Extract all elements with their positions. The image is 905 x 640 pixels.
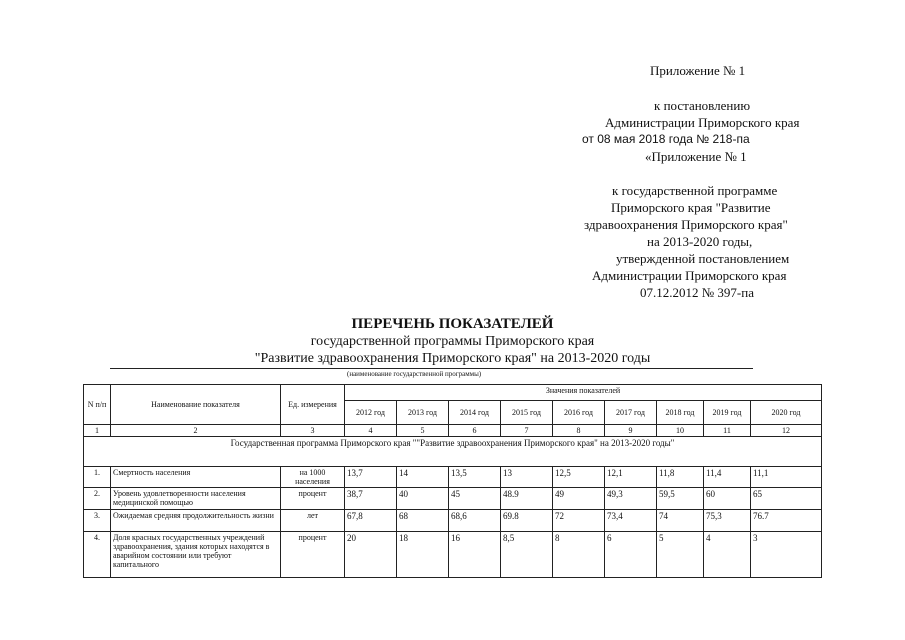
year-header: 2020 год [751,401,822,425]
row-name: Смертность населения [111,467,281,488]
col-number: 8 [553,425,605,437]
year-header: 2019 год [704,401,751,425]
header-line: на 2013-2020 годы, [647,234,753,249]
col-number: 12 [751,425,822,437]
row-value: 72 [553,510,605,532]
row-num: 2. [84,488,111,510]
row-value: 13,5 [449,467,501,488]
row-value: 49 [553,488,605,510]
page-subtitle: "Развитие здравоохранения Приморского края" на 2013-2020 годы [254,351,651,366]
year-header: 2012 год [345,401,397,425]
row-unit: процент [281,532,345,578]
year-header: 2013 год [397,401,449,425]
header-line: Администрации Приморского края [592,268,787,283]
header-line: «Приложение № 1 [645,149,747,164]
indicators-table [83,384,822,578]
row-value: 67,8 [345,510,397,532]
row-value: 48.9 [501,488,553,510]
header-line: Приморского края "Развитие [611,200,771,215]
header-line: Администрации Приморского края [605,115,800,130]
page-title: ПЕРЕЧЕНЬ ПОКАЗАТЕЛЕЙ [351,316,554,332]
col-number: 9 [605,425,657,437]
row-value: 11,1 [751,467,822,488]
year-header: 2014 год [449,401,501,425]
header-line: к государственной программе [612,183,778,198]
row-value: 49,3 [605,488,657,510]
row-value: 73,4 [605,510,657,532]
col-header-unit: Ед. измерения [281,385,345,425]
row-num: 3. [84,510,111,532]
row-value: 11,8 [657,467,704,488]
row-unit: процент [281,488,345,510]
header-line: к постановлению [654,98,751,113]
row-value: 5 [657,532,704,578]
program-name-caption: (наименование государственной программы) [347,370,482,378]
col-number: 11 [704,425,751,437]
row-value: 14 [397,467,449,488]
row-value: 60 [704,488,751,510]
values-header: Значения показателей [345,385,822,401]
title-underline [110,368,753,369]
row-unit: лет [281,510,345,532]
row-value: 45 [449,488,501,510]
row-value: 20 [345,532,397,578]
row-value: 3 [751,532,822,578]
table-row [84,510,822,532]
row-value: 59,5 [657,488,704,510]
year-header: 2018 год [657,401,704,425]
row-value: 13,7 [345,467,397,488]
row-name: Уровень удовлетворенности населения медицинской помощью [111,488,281,510]
row-value: 12,5 [553,467,605,488]
row-value: 74 [657,510,704,532]
year-header: 2017 год [605,401,657,425]
row-value: 11,4 [704,467,751,488]
table-row [84,532,822,578]
header-line: утвержденной постановлением [616,251,790,266]
row-value: 8,5 [501,532,553,578]
row-value: 68,6 [449,510,501,532]
year-header: 2015 год [501,401,553,425]
col-number: 3 [281,425,345,437]
row-name: Доля красных государственных учреждений здравоохранения, здания которых находятся в аварийном состоянии или требуют капитального [111,532,281,578]
year-header: 2016 год [553,401,605,425]
table-row [84,467,822,488]
col-number: 2 [111,425,281,437]
header-line: от 08 мая 2018 года № 218-па [582,132,750,146]
program-row: Государственная программа Приморского края ""Развитие здравоохранения Приморского края" на 2013-2020 годы" [84,437,822,467]
header-line: здравоохранения Приморского края" [584,217,788,232]
header-line: 07.12.2012 № 397-па [640,285,754,300]
col-number: 4 [345,425,397,437]
col-number: 5 [397,425,449,437]
col-number: 6 [449,425,501,437]
page-subtitle: государственной программы Приморского края [310,334,595,349]
row-value: 40 [397,488,449,510]
row-value: 4 [704,532,751,578]
col-number: 1 [84,425,111,437]
row-value: 68 [397,510,449,532]
table-row [84,488,822,510]
row-value: 76.7 [751,510,822,532]
row-unit: на 1000 населения [281,467,345,488]
row-value: 12,1 [605,467,657,488]
col-header-num: N п/п [84,385,111,425]
row-value: 38,7 [345,488,397,510]
row-value: 13 [501,467,553,488]
appendix-label: Приложение № 1 [650,63,746,78]
row-num: 4. [84,532,111,578]
col-header-name: Наименование показателя [111,385,281,425]
col-number: 10 [657,425,704,437]
row-value: 65 [751,488,822,510]
row-value: 8 [553,532,605,578]
row-value: 6 [605,532,657,578]
row-value: 18 [397,532,449,578]
row-value: 16 [449,532,501,578]
col-number: 7 [501,425,553,437]
row-value: 69.8 [501,510,553,532]
row-value: 75,3 [704,510,751,532]
row-num: 1. [84,467,111,488]
row-name: Ожидаемая средняя продолжительность жизни [111,510,281,532]
